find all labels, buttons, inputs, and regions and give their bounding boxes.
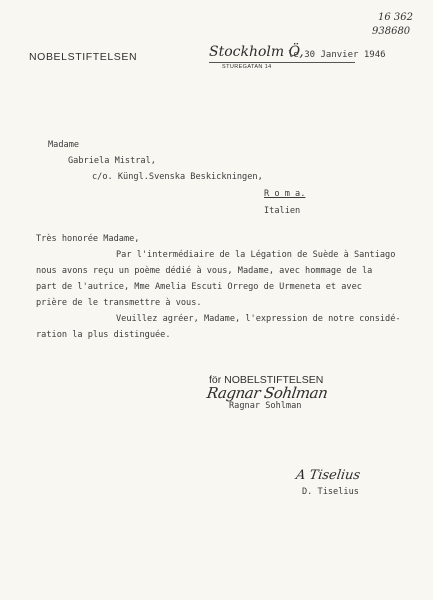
signature-2-handwritten: A Tiselius (294, 468, 362, 483)
body-paragraph-2 (36, 313, 401, 341)
letterhead-address: STUREGATAN 14 (222, 64, 272, 70)
signature-1-handwritten: Ragnar Sohlman (205, 384, 329, 402)
archive-number-2: 938680 (372, 26, 411, 37)
recipient-salutation: Madame (48, 140, 80, 150)
signature-2-typed: D. Tiselius (302, 487, 359, 497)
archive-number-1: 16 362 (378, 12, 413, 23)
body-line: ration la plus distinguée. (36, 330, 171, 340)
body-line: Par l'intermédiaire de la Légation de Suède à Santiago (116, 250, 396, 260)
body-paragraph-1 (36, 249, 396, 309)
signature-1-typed: Ragnar Sohlman (229, 401, 302, 411)
recipient-city: R o m a. (264, 189, 306, 199)
body-line: part de l'autrice, Mme Amelia Escuti Orrego de Urmeneta et avec (36, 282, 362, 292)
letter-date: le 30 Janvier 1946 (288, 50, 386, 60)
recipient-country: Italien (264, 206, 301, 216)
letterhead-org: NOBELSTIFTELSEN (29, 51, 138, 63)
signature-org-label: för NOBELSTIFTELSEN (209, 374, 324, 386)
body-line: nous avons reçu un poème dédié à vous, Madame, avec hommage de la (36, 266, 373, 276)
letter-greeting: Très honorée Madame, (36, 234, 140, 244)
date-rule (209, 62, 355, 63)
recipient-careof: c/o. Küngl.Svenska Beskickningen, (92, 172, 263, 182)
letterhead-city: Stockholm Ö, (209, 44, 304, 60)
body-line: prière de le transmettre à vous. (36, 298, 202, 308)
recipient-name: Gabriela Mistral, (68, 156, 156, 166)
body-line: Veuillez agréer, Madame, l'expression de notre considé- (116, 314, 401, 324)
